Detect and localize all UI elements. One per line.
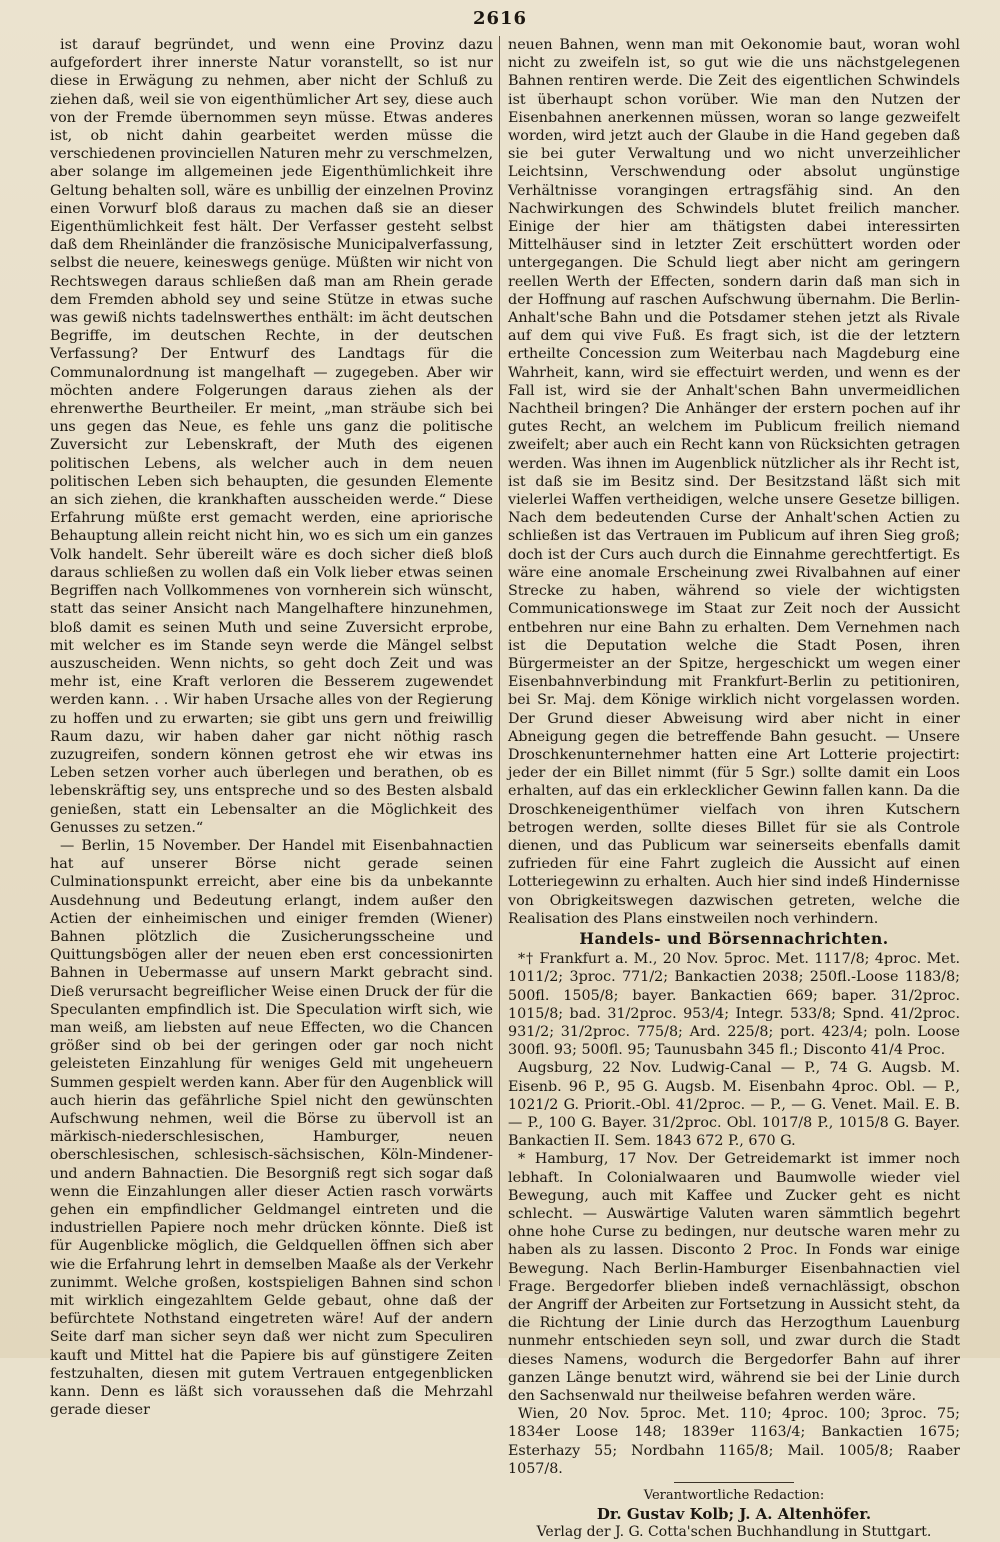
market-report-augsburg: Augsburg, 22 Nov. Ludwig-Canal — P., 74 G. Augsb. M. Eisenb. 96 P., 95 G. Augsb. M. Eisenbahn 4proc. Obl. — P., 1021/2 G. Priorit.-Obl. 41/2proc. — P., — G. Venet. Mail. E. B. — P., 100 G. Bayer. 31/2proc. Obl. 1017/8 P., 1015/8 G. Bayer. Bankactien II. Sem. 1843 672 P., 670 G.: [508, 1060, 960, 1150]
left-column: [50, 36, 493, 1419]
market-report-frankfurt: *† Frankfurt a. M., 20 Nov. 5proc. Met. 1117/8; 4proc. Met. 1011/2; 3proc. 771/2; Bankactien 2038; 250fl.-Loose 1183/8; 500fl. 1505/8; bayer. Bankactien 669; baper. 31/2proc. 1015/8; bad. 31/2proc. 953/4; Integr. 533/8; Spnd. 41/2proc. 931/2; 31/2proc. 775/8; Ard. 225/8; port. 423/4; poln. Loose 300fl. 93; 500fl. 95; Taunusbahn 345 fl.; Disconto 41/4 Proc.: [508, 951, 960, 1059]
column-divider: [499, 36, 500, 1286]
editor-names: Dr. Gustav Kolb; J. A. Altenhöfer.: [596, 1505, 872, 1524]
signature-label: Verantwortliche Redaction:: [643, 1488, 825, 1504]
article-berlin: — Berlin, 15 November. Der Handel mit Eisenbahnactien hat auf unserer Börse nicht gerade seinen Culminationspunkt erreicht, aber eine bis da unbekannte Ausdehnung und Bedeutung erlangt, indem außer den Actien der einheimischen und einiger fremden (Wiener) Bahnen plötzlich die Zusicherungsscheine und Quittungsbögen aller der neuen eben erst concessionirten Bahnen in Uebermasse auf unsern Markt gebracht sind. Dieß verursacht begreiflicher Weise einen Druck der für die Speculanten empfindlich ist. Die Speculation wirft sich, wie man weiß, am liebsten auf neue Effecten, wo die Chancen größer sind ob bei der geringen oder gar noch nicht geleisteten Einzahlung für weniges Geld mit ungeheuern Summen gespielt werden kann. Aber für den Augenblick will auch hierin das gefährliche Spiel nicht den gewünschten Aufschwung nehmen, weil die Börse zu übervoll ist an märkisch-niederschlesischen, Hamburger, neuen oberschlesischen, schlesisch-sächsischen, Köln-Mindener- und andern Bahnactien. Die Besorgniß regt sich sogar daß wenn die Einzahlungen aller dieser Actien rasch vorwärts gehen ein empfindlicher Geldmangel eintreten und die industriellen Papiere noch mehr drücken könnte. Dieß ist für Augenblicke möglich, die Geldquellen öffnen sich aber wie die Erfahrung lehrt in demselben Maaße als der Verkehr zunimmt. Welche großen, kostspieligen Bahnen sind schon mit wirklich eingezahltem Gelde gebaut, ohne daß der befürchtete Nothstand eingetreten wäre! Auf der andern Seite darf man sicher seyn daß wer nicht zum Speculiren kauft und Mittel hat die Papiere bis auf günstigere Zeiten festzuhalten, diesen mit gutem Vertrauen entgegenblicken kann. Denn es läßt sich voraussehen daß die Mehrzahl gerade dieser: [50, 837, 493, 1419]
market-report-hamburg: * Hamburg, 17 Nov. Der Getreidemarkt ist immer noch lebhaft. In Colonialwaaren und Baumwolle wieder viel Bewegung, auch mit Kaffee und Zucker geht es nicht schlecht. — Auswärtige Valuten waren sämmtlich begehrt ohne hohe Curse zu bedingen, nur deutsche waren mehr zu haben als zu lassen. Disconto 2 Proc. In Fonds war einige Bewegung. Nach Berlin-Hamburger Eisenbahnactien viel Frage. Bergedorfer blieben indeß vernachlässigt, obschon der Angriff der Arbeiten zur Fortsetzung in Aussicht steht, da die Richtung der Linie durch das Herzogthum Lauenburg nunmehr entschieden seyn soll, und zwar durch die Stadt dieses Namens, wodurch die Bergedorfer Bahn auf ihrer ganzen Länge benutzt wird, während sie bei der Linie durch den Sachsenwald nur theilweise befahren werden wäre.: [508, 1151, 960, 1405]
article-text: ist darauf begründet, und wenn eine Provinz dazu aufgefordert ihrer innerste Natur voranstellt, so ist nur diese in Erwägung zu nehmen, aber nicht der Schluß zu ziehen daß, weil sie von eigenthümlicher Art sey, diese auch von der Fremde übernommen seyn müsse. Etwas anderes ist, ob nicht dahin gearbeitet werden müsse die verschiedenen provinciellen Naturen mehr zu verschmelzen, aber solange im allgemeinen jede Eigenthümlichkeit ihre Geltung behalten soll, wäre es unbillig der einzelnen Provinz einen Vorwurf bloß daraus zu machen daß sie an dieser Eigenthümlichkeit fest hält. Der Verfasser gesteht selbst daß dem Rheinländer die französische Municipalverfassung, selbst die neuere, keineswegs genüge. Müßten wir nicht von Rechtswegen daraus schließen daß man am Rhein gerade dem Fremden abhold sey und seine Stütze in etwas suche was gewiß nichts tadelnswerthes enthält: im ächt deutschen Begriffe, im deutschen Rechte, in der deutschen Verfassung? Der Entwurf des Landtags für die Communalordnung ist mangelhaft — zugegeben. Aber wir möchten andere Folgerungen daraus ziehen als der ehrenwerthe Beurtheiler. Er meint, „man sträube sich bei uns gegen das Neue, es fehle uns ganz die politische Zuversicht zur Lebenskraft, der Muth des eigenen politischen Lebens, als welcher auch in dem neuen politischen Leben sich behaupten, die gesunden Elemente an sich ziehen, die krankhaften ausscheiden werde.“ Diese Erfahrung müßte erst gemacht werden, eine apriorische Behauptung allein reicht nicht hin, wo es sich um ein ganzes Volk handelt. Sehr übereilt wäre es doch sicher dieß bloß daraus schließen zu wollen daß ein Volk lieber etwas seinen Begriffen nach Vollkommenes von vornherein sich wünscht, statt das seiner Ansicht nach Mangelhaftere hinzunehmen, bloß damit es seinen Muth und seine Zuversicht erprobe, mit welcher es im Stande seyn werde die Mängel selbst auszuscheiden. Wenn nichts, so geht doch Zeit und was mehr ist, eine Kraft verloren die Besserem zugewendet werden kann. . . Wir haben Ursache alles von der Regierung zu hoffen und zu erwarten; sie gibt uns gern und freiwillig Raum dazu, wir haben daher gar nicht nöthig rasch zuzugreifen, sondern können getrost ehe wir etwas ins Leben setzen vorher auch überlegen und berathen, ob es lebenskräftig sey, uns entspreche und so des Besten alsbald genießen, statt ein Lebensalter an die Möglichkeit des Genusses zu setzen.“: [50, 37, 493, 836]
market-report-wien: Wien, 20 Nov. 5proc. Met. 110; 4proc. 100; 3proc. 75; 1834er Loose 148; 1839er 1163/4; Bankactien 1675; Esterhazy 55; Nordbahn 1165/8; Mail. 1005/8; Raaber 1057/8.: [508, 1406, 960, 1477]
right-column: [508, 36, 960, 1541]
signature-divider: [674, 1482, 794, 1483]
page-number: 2616: [472, 8, 528, 29]
signature-block: [508, 1487, 960, 1542]
section-header: Handels- und Börsennachrichten.: [579, 928, 889, 948]
article-continuation: neuen Bahnen, wenn man mit Oekonomie baut, woran wohl nicht zu zweifeln ist, so gut wie die uns nächstgelegenen Bahnen rentiren werde. Die Zeit des eigentlichen Schwindels ist überhaupt schon vorüber. Wie man den Nutzen der Eisenbahnen anerkennen müssen, woran so lange gezweifelt worden, wird jetzt auch der Glaube in die Hand gegeben daß sie bei guter Verwaltung und wo nicht unverzeihlicher Leichtsinn, Verschwendung oder absolut ungünstige Verhältnisse vorangingen ertragsfähig sind. An den Nachwirkungen des Schwindels blutet freilich mancher. Einige der hier am thätigsten dabei interessirten Mittelhäuser sind in letzter Zeit erschüttert worden oder untergegangen. Die Schuld liegt aber nicht am geringern reellen Werth der Effecten, sondern darin daß man sich in der Hoffnung auf raschen Aufschwung übernahm. Die Berlin-Anhalt'sche Bahn und die Potsdamer stehen jetzt als Rivale auf dem qui vive Fuß. Es fragt sich, ist die der letztern ertheilte Concession zum Weiterbau nach Magdeburg eine Wahrheit, kann, wird sie effectuirt werden, und wenn es der Fall ist, wird sie der Anhalt'schen Bahn unvermeidlichen Nachtheil bringen? Die Anhänger der erstern pochen auf ihr gutes Recht, an welchem im Publicum freilich niemand zweifelt; aber auch ein Recht kann von Rücksichten getragen werden. Was ihnen im Augenblick nützlicher als ihr Recht ist, ist daß sie im Besitz sind. Der Besitzstand läßt sich mit vielerlei Waffen vertheidigen, welche unsere Gesetze billigen. Nach dem bedeutenden Curse der Anhalt'schen Actien zu schließen ist das Vertrauen im Publicum auf ihren Sieg groß; doch ist der Curs auch durch die Einnahme gerechtfertigt. Es wäre eine anomale Erscheinung zwei Rivalbahnen auf einer Strecke zu haben, während so viele der wichtigsten Communicationswege im Staat zur Zeit noch der Aussicht entbehren nur eine Bahn zu erhalten. Dem Vernehmen nach ist die Deputation welche die Stadt Posen, ihren Bürgermeister an der Spitze, hergeschickt um wegen einer Eisenbahnverbindung mit Frankfurt-Berlin zu petitioniren, bei Sr. Maj. dem Könige wirklich nicht vorgelassen worden. Der Grund dieser Abweisung wird aber nicht in einer Abneigung gegen die betreffende Bahn gesucht. — Unsere Droschkenunternehmer hatten eine Art Lotterie projectirt: jeder der ein Billet nimmt (für 5 Sgr.) sollte damit ein Loos erhalten, auf das ein erklecklicher Gewinn fallen kann. Da die Droschkeneigenthümer vielfach von ihren Kutschern betrogen werden, sollte dieses Billet für sie als Controle dienen, und das Publicum war seinerseits ebenfalls damit zufrieden für eine Fahrt zugleich die Aussicht auf einen Lotteriegewinn zu erhalten. Auch hier sind indeß Hindernisse von Obrigkeitswegen dazwischen getreten, welche die Realisation des Plans einstweilen noch verhindern.: [508, 37, 960, 927]
publisher-line: Verlag der J. G. Cotta'schen Buchhandlung in Stuttgart.: [536, 1524, 932, 1541]
